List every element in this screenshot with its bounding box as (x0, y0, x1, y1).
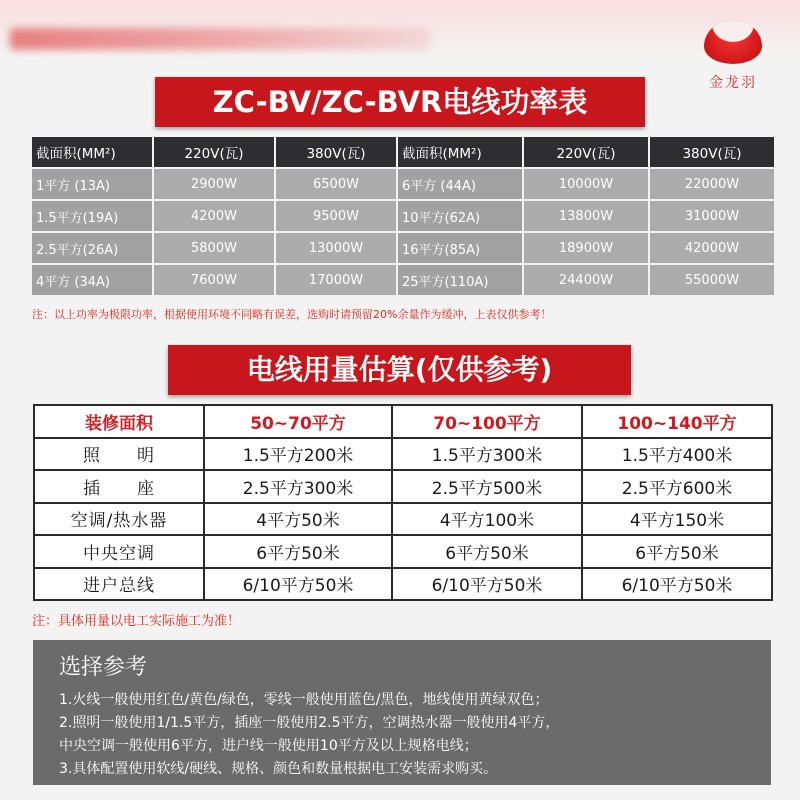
power-cell: 16平方(85A) (398, 233, 522, 263)
power-header-cell: 380V(瓦) (650, 137, 774, 167)
power-cell: 2900W (154, 169, 274, 199)
brand-logo (688, 20, 778, 105)
usage-cell: 4平方50米 (204, 503, 392, 536)
power-cell: 18900W (524, 233, 648, 263)
usage-header-cell: 70~100平方 (392, 405, 582, 438)
usage-table-row (34, 470, 772, 503)
power-cell: 4200W (154, 201, 274, 231)
power-cell: 9500W (276, 201, 396, 231)
power-cell: 42000W (650, 233, 774, 263)
power-table-note: 注：以上功率为极限功率，根据使用环境不同略有误差，选购时请预留20%余量作为缓冲，上表仅供参考！ (32, 308, 552, 321)
usage-table-title: 电线用量估算(仅供参考) (168, 345, 631, 395)
power-cell: 13800W (524, 201, 648, 231)
power-cell: 6500W (276, 169, 396, 199)
power-header-cell: 截面积(MM²) (398, 137, 522, 167)
usage-cell: 1.5平方300米 (392, 438, 582, 471)
usage-table-header-row (34, 405, 772, 438)
power-cell: 24400W (524, 265, 648, 295)
usage-header-cell: 装修面积 (34, 405, 204, 438)
power-header-cell: 220V(瓦) (154, 137, 274, 167)
power-cell: 17000W (276, 265, 396, 295)
power-table-header-row (32, 137, 774, 167)
power-cell: 10平方(62A) (398, 201, 522, 231)
selection-line: 3.具体配置使用软线/硬线、规格、颜色和数量根据电工安装需求购买。 (59, 761, 498, 777)
usage-cell: 中央空调 (34, 535, 204, 568)
power-cell: 2.5平方(26A) (32, 233, 152, 263)
usage-table-row (34, 535, 772, 568)
power-cell: 25平方(110A) (398, 265, 522, 295)
power-cell: 1平方 (13A) (32, 169, 152, 199)
power-cell: 5800W (154, 233, 274, 263)
power-table-title: ZC-BV/ZC-BVR电线功率表 (155, 77, 645, 127)
power-header-cell: 截面积(MM²) (32, 137, 152, 167)
usage-header-cell: 50~70平方 (204, 405, 392, 438)
usage-cell: 6/10平方50米 (582, 568, 772, 601)
power-table-row (32, 201, 774, 231)
power-cell: 13000W (276, 233, 396, 263)
usage-cell: 进户总线 (34, 568, 204, 601)
usage-cell: 2.5平方500米 (392, 470, 582, 503)
power-header-cell: 220V(瓦) (524, 137, 648, 167)
power-header-cell: 380V(瓦) (276, 137, 396, 167)
power-cell: 31000W (650, 201, 774, 231)
power-cell: 6平方 (44A) (398, 169, 522, 199)
selection-reference-panel (33, 640, 771, 785)
usage-cell: 4平方150米 (582, 503, 772, 536)
usage-cell: 插 座 (34, 470, 204, 503)
usage-cell: 6平方50米 (204, 535, 392, 568)
usage-table (33, 404, 773, 601)
usage-cell: 2.5平方300米 (204, 470, 392, 503)
brand-logo-icon (704, 20, 762, 64)
usage-cell: 6平方50米 (392, 535, 582, 568)
power-table-row (32, 169, 774, 199)
power-cell: 4平方 (34A) (32, 265, 152, 295)
usage-cell: 2.5平方600米 (582, 470, 772, 503)
power-cell: 7600W (154, 265, 274, 295)
usage-cell: 1.5平方400米 (582, 438, 772, 471)
selection-line: 中央空调一般使用6平方，进户线一般使用10平方及以上规格电线； (59, 738, 478, 754)
power-table (30, 135, 776, 297)
selection-line: 1.火线一般使用红色/黄色/绿色，零线一般使用蓝色/黑色，地线使用黄绿双色； (59, 692, 549, 708)
usage-table-row (34, 438, 772, 471)
selection-title: 选择参考 (59, 655, 148, 680)
power-cell: 55000W (650, 265, 774, 295)
usage-cell: 6平方50米 (582, 535, 772, 568)
power-cell: 10000W (524, 169, 648, 199)
power-cell: 22000W (650, 169, 774, 199)
usage-header-cell: 100~140平方 (582, 405, 772, 438)
usage-cell: 6/10平方50米 (392, 568, 582, 601)
blurred-header-strip (10, 28, 430, 50)
usage-cell: 6/10平方50米 (204, 568, 392, 601)
power-table-row (32, 265, 774, 295)
usage-cell: 1.5平方200米 (204, 438, 392, 471)
usage-table-row (34, 568, 772, 601)
usage-cell: 4平方100米 (392, 503, 582, 536)
usage-cell: 空调/热水器 (34, 503, 204, 536)
power-table-row (32, 233, 774, 263)
power-cell: 1.5平方(19A) (32, 201, 152, 231)
usage-table-row (34, 503, 772, 536)
selection-line: 2.照明一般使用1/1.5平方，插座一般使用2.5平方，空调热水器一般使用4平方， (59, 715, 560, 731)
brand-logo-text: 金龙羽 (709, 75, 757, 91)
usage-table-note: 注：具体用量以电工实际施工为准！ (32, 614, 241, 629)
usage-cell: 照 明 (34, 438, 204, 471)
